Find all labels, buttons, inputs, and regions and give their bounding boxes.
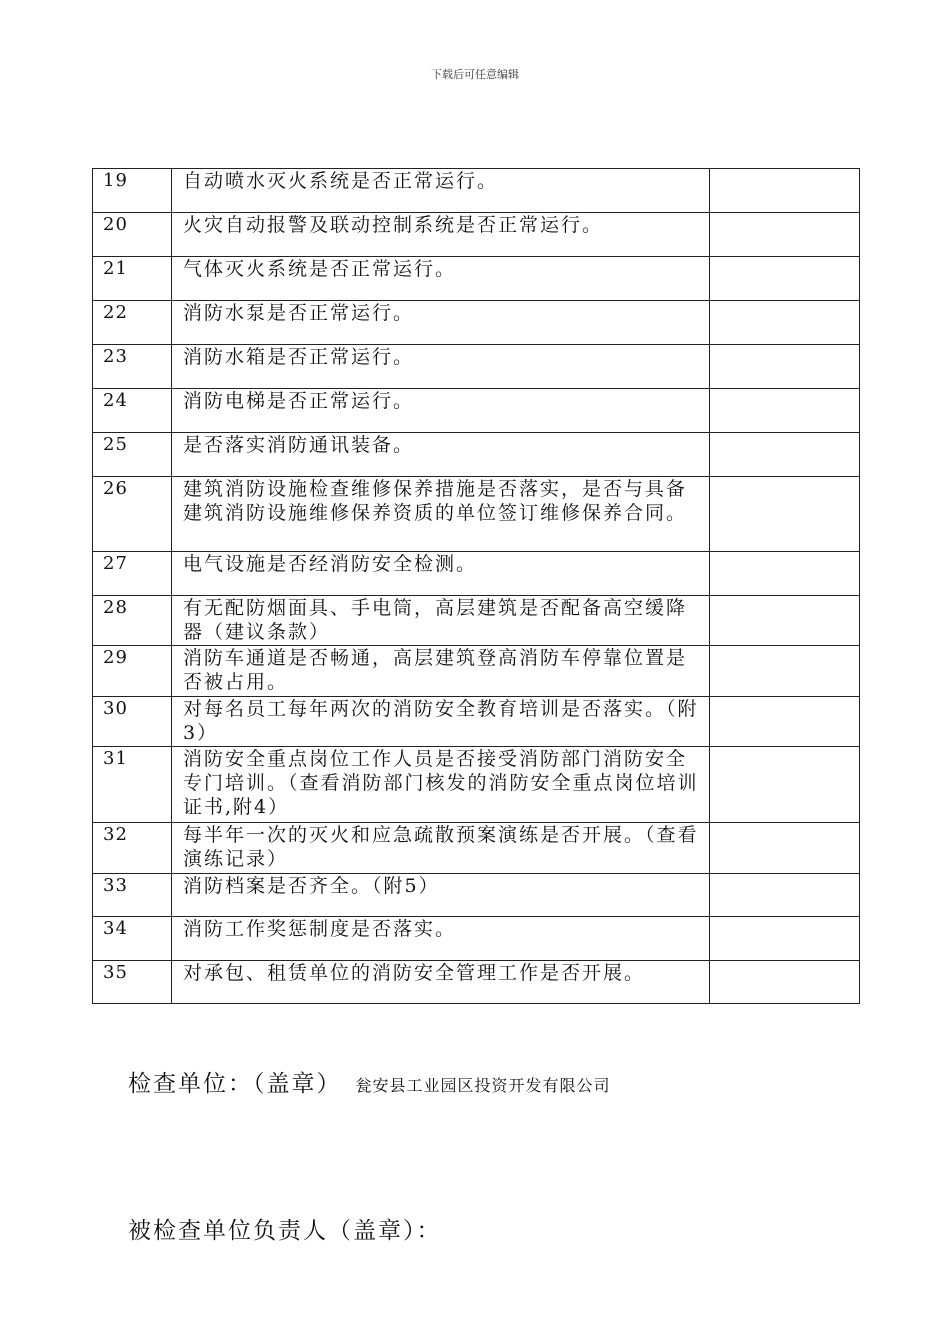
table-row [93,301,860,345]
row-number: 20 [93,213,172,257]
table-row [93,697,860,747]
result-cell [710,213,860,257]
check-item: 建筑消防设施检查维修保养措施是否落实，是否与具备建筑消防设施维修保养资质的单位签订维修保养合同。 [172,477,710,552]
check-item: 消防电梯是否正常运行。 [172,389,710,433]
table-row [93,433,860,477]
header-note: 下载后可任意编辑 [431,68,519,81]
result-cell [710,552,860,596]
row-number: 23 [93,345,172,389]
table-row [93,389,860,433]
row-number: 33 [93,874,172,917]
table-row [93,213,860,257]
inspected-unit-responsible-line: 被检查单位负责人（盖章）： [128,1218,442,1244]
check-item: 自动喷水灭火系统是否正常运行。 [172,169,710,213]
check-item: 消防车通道是否畅通，高层建筑登高消防车停靠位置是否被占用。 [172,646,710,697]
table-row [93,345,860,389]
table-row [93,823,860,874]
result-cell [710,169,860,213]
result-cell [710,596,860,646]
table-row [93,477,860,552]
table-row [93,874,860,917]
result-cell [710,697,860,747]
table-row [93,646,860,697]
check-item: 气体灭火系统是否正常运行。 [172,257,710,301]
row-number: 32 [93,823,172,874]
row-number: 26 [93,477,172,552]
result-cell [710,747,860,823]
result-cell [710,301,860,345]
result-cell [710,389,860,433]
row-number: 19 [93,169,172,213]
result-cell [710,477,860,552]
check-item: 每半年一次的灭火和应急疏散预案演练是否开展。（查看演练记录） [172,823,710,874]
table-row [93,552,860,596]
inspecting-unit-line [128,1065,611,1098]
check-item: 是否落实消防通讯装备。 [172,433,710,477]
table-row [93,747,860,823]
result-cell [710,961,860,1004]
check-item: 消防水箱是否正常运行。 [172,345,710,389]
check-item: 火灾自动报警及联动控制系统是否正常运行。 [172,213,710,257]
row-number: 24 [93,389,172,433]
check-item: 对每名员工每年两次的消防安全教育培训是否落实。（附3） [172,697,710,747]
row-number: 28 [93,596,172,646]
table-row [93,596,860,646]
row-number: 22 [93,301,172,345]
checklist-body [93,169,860,1004]
table-row [93,917,860,961]
result-cell [710,433,860,477]
result-cell [710,646,860,697]
check-item: 对承包、租赁单位的消防安全管理工作是否开展。 [172,961,710,1004]
row-number: 27 [93,552,172,596]
check-item: 消防档案是否齐全。（附5） [172,874,710,917]
result-cell [710,917,860,961]
row-number: 21 [93,257,172,301]
table-row [93,169,860,213]
check-item: 电气设施是否经消防安全检测。 [172,552,710,596]
table-row [93,257,860,301]
check-item: 有无配防烟面具、手电筒，高层建筑是否配备高空缓降器（建议条款） [172,596,710,646]
result-cell [710,874,860,917]
inspecting-unit-label: 检查单位：（盖章） [128,1071,342,1097]
row-number: 31 [93,747,172,823]
result-cell [710,823,860,874]
check-item: 消防安全重点岗位工作人员是否接受消防部门消防安全专门培训。（查看消防部门核发的消防安全重点岗位培训证书,附4） [172,747,710,823]
inspection-checklist-table [92,168,860,1004]
result-cell [710,257,860,301]
check-item: 消防水泵是否正常运行。 [172,301,710,345]
row-number: 35 [93,961,172,1004]
row-number: 25 [93,433,172,477]
result-cell [710,345,860,389]
inspecting-unit-name: 瓮安县工业园区投资开发有限公司 [355,1076,611,1095]
row-number: 30 [93,697,172,747]
table-row [93,961,860,1004]
check-item: 消防工作奖惩制度是否落实。 [172,917,710,961]
row-number: 34 [93,917,172,961]
row-number: 29 [93,646,172,697]
